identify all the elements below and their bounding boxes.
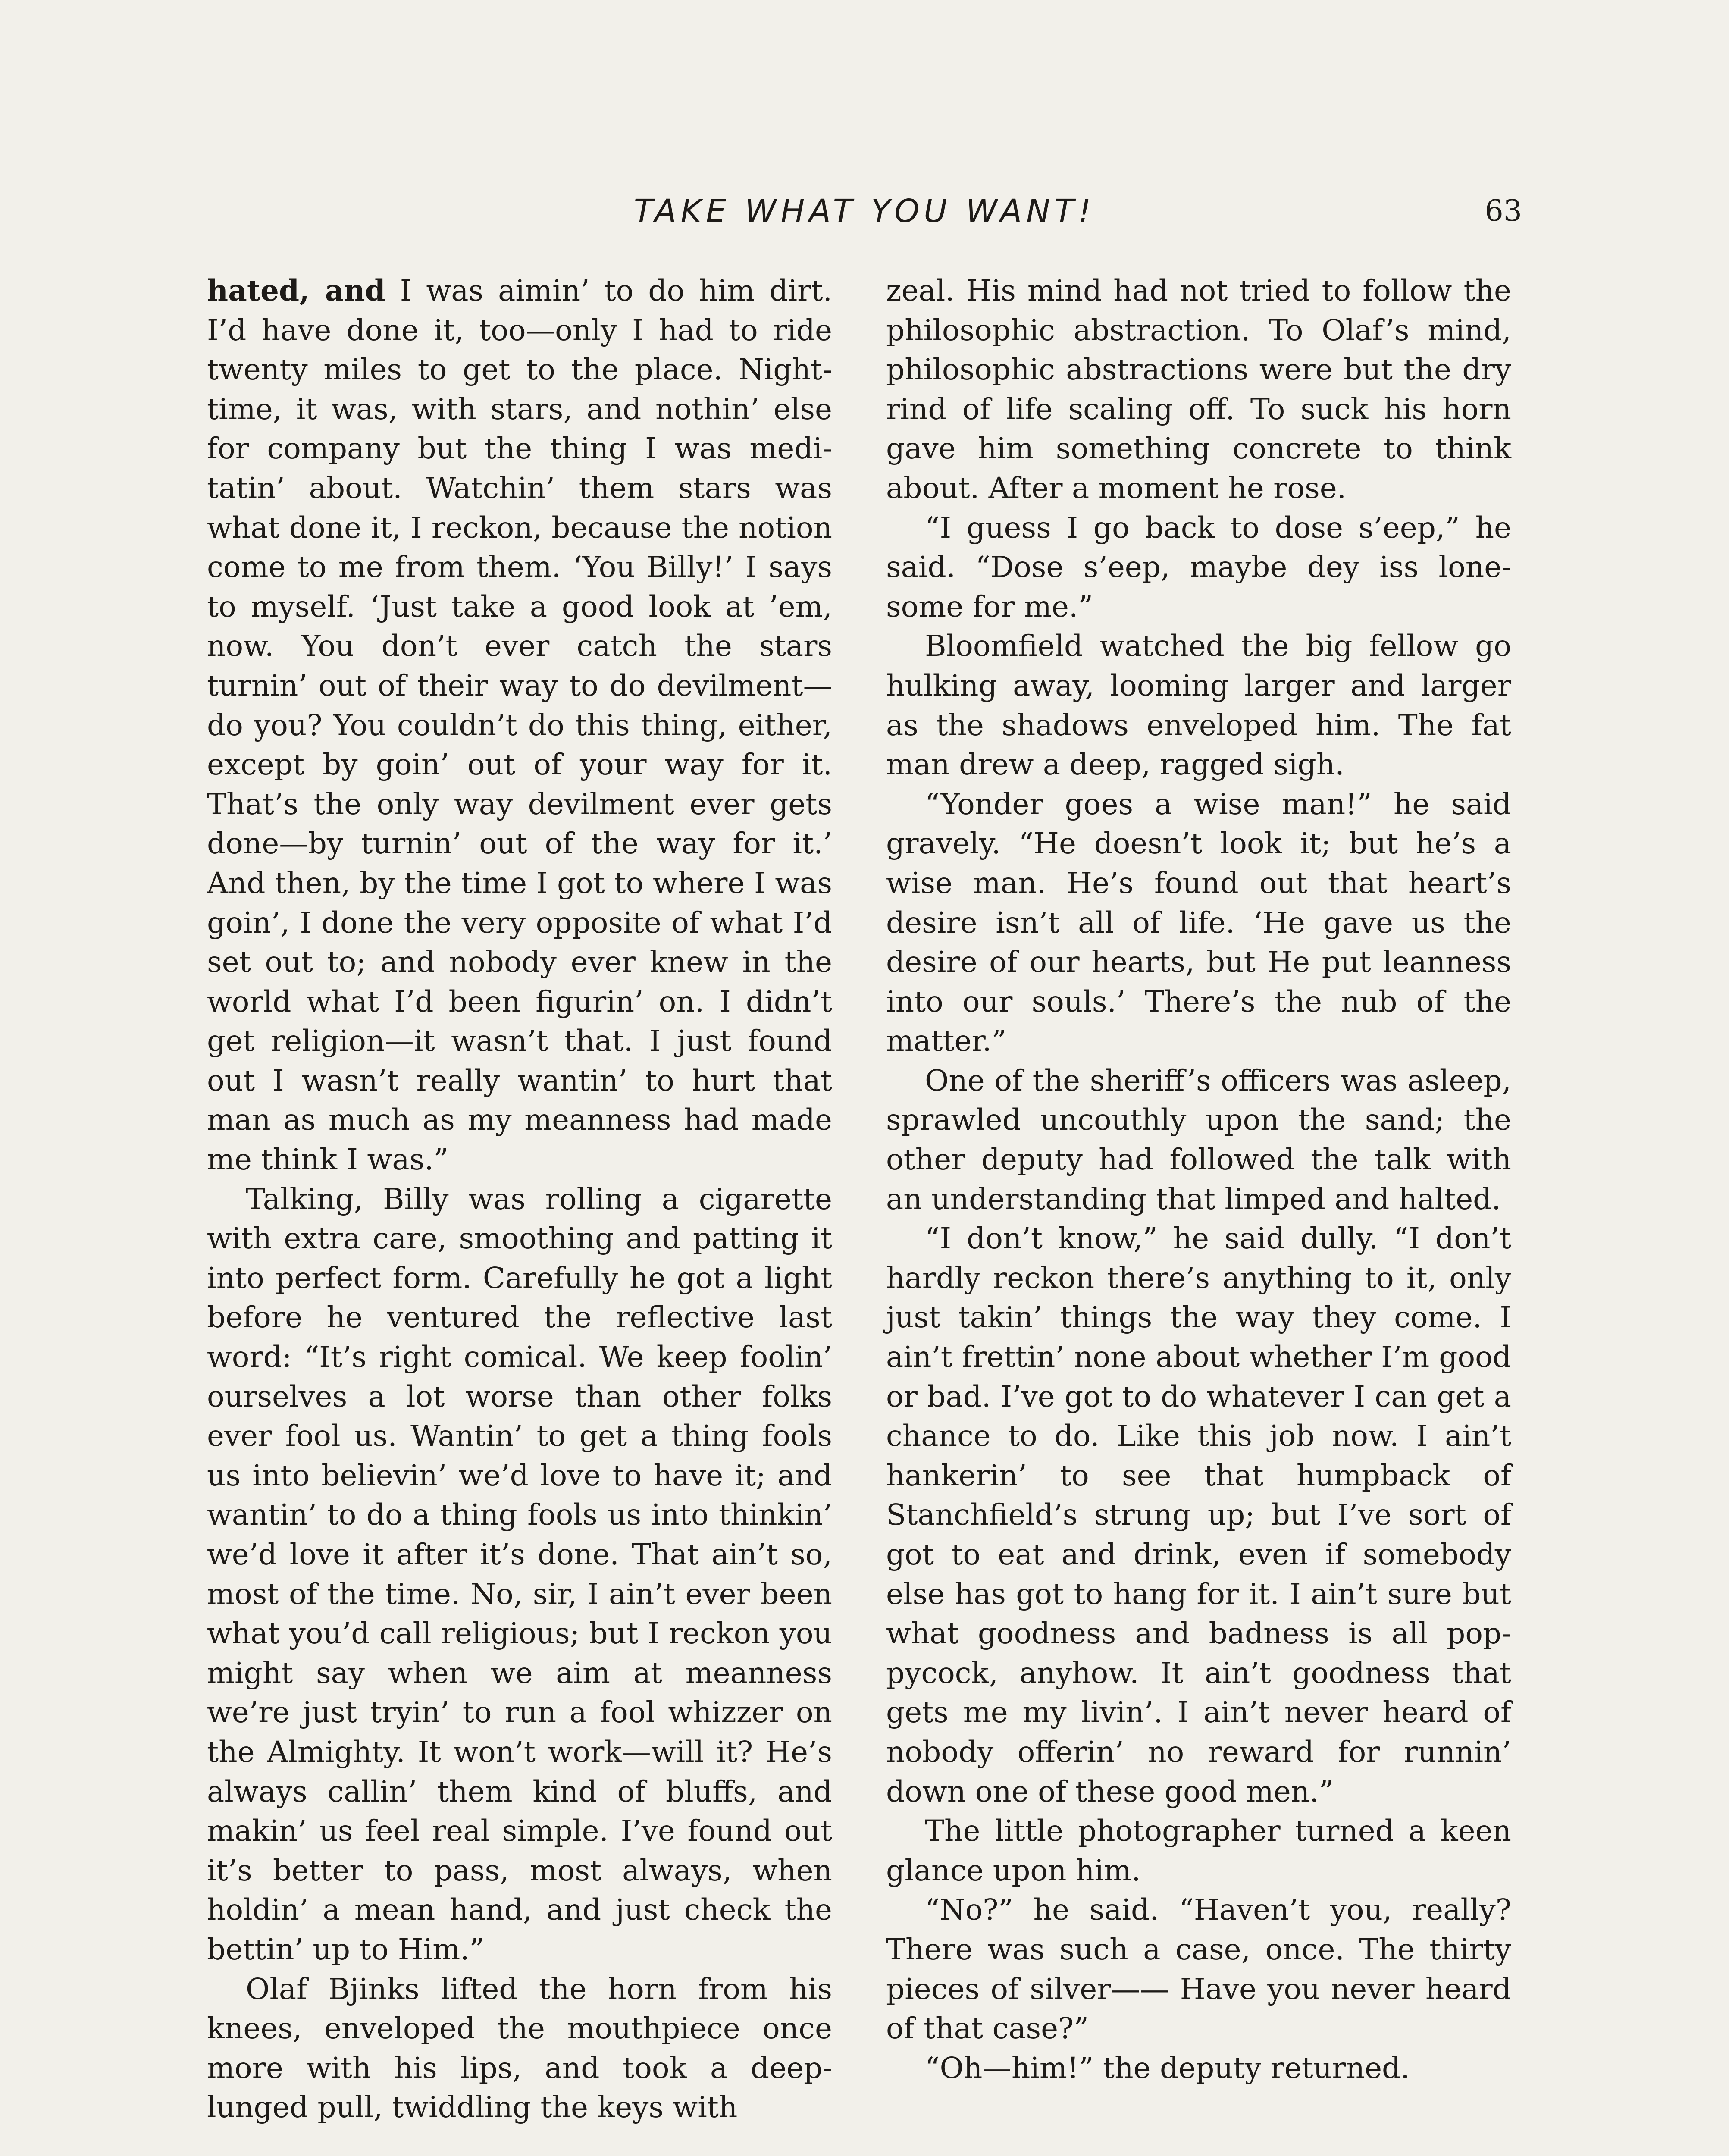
paragraph-text: I was aimin’ to do him dirt. I’d have done it, too—only I had to ride twenty miles to get to the place. Nighttime, it was, with stars, and nothin’ else for company but the thing I was meditatin’ about. Watchin’ them stars was what done it, I reckon, because the notion come to me from them. ‘You Billy!’ I says to myself. ‘Just take a good look at ’em, now. You don’t ever catch the stars turnin’ out of their way to do devilment—do you? You couldn’t do this thing, either, except by goin’ out of your way for it. That’s the only way devilment ever gets done—by turnin’ out of the way for it.’ And then, by the time I got to where I was goin’, I done the very opposite of what I’d set out to; and nobody ever knew in the world what I’d been figurin’ on. I didn’t get religion—it wasn’t that. I just found out I wasn’t really wantin’ to hurt that man as much as my meanness had made me think I was.” — [207, 273, 832, 1177]
paragraph: “I guess I go back to dose s’eep,” he said. “Dose s’eep, maybe dey iss lonesome for me.” — [886, 510, 1511, 624]
paragraph: “I don’t know,” he said dully. “I don’t hardly reckon there’s anything to it, only just takin’ things the way they come. I ain’t frettin’ none about whether I’m good or bad. I’ve got to do whatever I can get a chance to do. Like this job now. I ain’t hankerin’ to see that humpback of Stanchfield’s strung up; but I’ve sort of got to eat and drink, even if somebody else has got to hang for it. I ain’t sure but what goodness and badness is all poppycock, anyhow. It ain’t goodness that gets me my livin’. I ain’t never heard of nobody offerin’ no reward for runnin’ down one of these good men.” — [886, 1221, 1511, 1808]
paragraph: The little photographer turned a keen glance upon him. — [886, 1814, 1511, 1887]
paragraph-lead: hated, and — [207, 273, 385, 307]
left-column — [207, 271, 832, 2127]
paragraph: Bloomfield watched the big fellow go hulking away, looming larger and larger as the shadows enveloped him. The fat man drew a deep, ragged sigh. — [886, 629, 1511, 782]
page-header — [207, 190, 1522, 241]
page-number: 63 — [1485, 194, 1522, 228]
paragraph — [207, 271, 832, 1179]
paragraph: Talking, Billy was rolling a cigarette with extra care, smoothing and patting it into perfect form. Carefully he got a light before he ventured the reflective last word: “It’s right comical. We keep foolin’ ourselves a lot worse than other folks ever fool us. Wantin’ to get a thing fools us into believin’ we’d love to have it; and wantin’ to do a thing fools us into thinkin’ we’d love it after it’s done. That ain’t so, most of the time. No, sir, I ain’t ever been what you’d call religious; but I reckon you might say when we aim at meanness we’re just tryin’ to run a fool whizzer on the Almighty. It won’t work—will it? He’s always callin’ them kind of bluffs, and makin’ us feel real simple. I’ve found out it’s better to pass, most always, when holdin’ a mean hand, and just check the bettin’ up to Him.” — [207, 1181, 832, 1966]
paragraph: “Yonder goes a wise man!” he said gravely. “He doesn’t look it; but he’s a wise man. He’s found out that heart’s desire isn’t all of life. ‘He gave us the desire of our hearts, but He put leanness into our souls.’ There’s the nub of the matter.” — [886, 787, 1511, 1058]
right-column — [886, 271, 1511, 2087]
paragraph: One of the sheriff’s officers was asleep, sprawled uncouthly upon the sand; the other deputy had followed the talk with an understanding that limped and halted. — [886, 1063, 1511, 1216]
paragraph: Olaf Bjinks lifted the horn from his knees, enveloped the mouthpiece once more with his lips, and took a deep-lunged pull, twiddling the keys with — [207, 1971, 832, 2125]
paragraph: zeal. His mind had not tried to follow the philosophic abstraction. To Olaf’s mind, philosophic abstractions were but the dry rind of life scaling off. To suck his horn gave him something concrete to think about. After a moment he rose. — [886, 273, 1511, 505]
running-head-title: TAKE WHAT YOU WANT! — [633, 193, 1096, 230]
paragraph: “No?” he said. “Haven’t you, really? There was such a case, once. The thirty pieces of silver—— Have you never heard of that case?” — [886, 1893, 1511, 2046]
paragraph: “Oh—him!” the deputy returned. — [925, 2050, 1410, 2085]
